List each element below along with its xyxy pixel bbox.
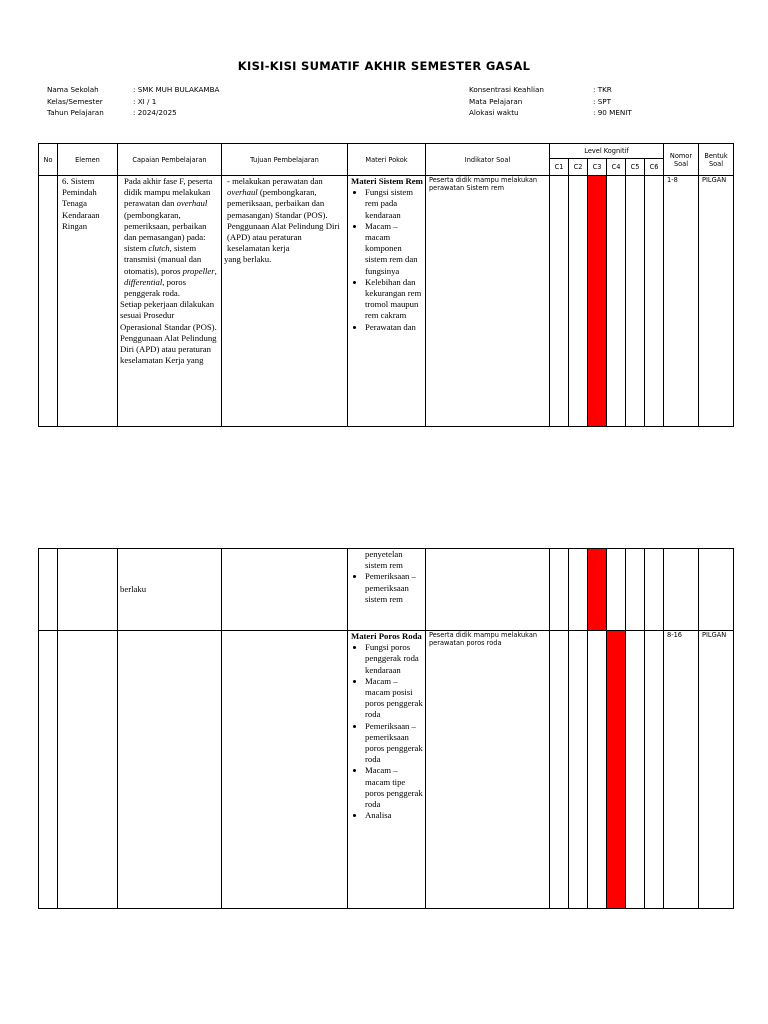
cell-capaian (118, 631, 222, 909)
kisi-table-page1 (38, 143, 734, 427)
info-left (47, 84, 219, 119)
header-c1: C1 (550, 159, 569, 176)
header-c4: C4 (607, 159, 626, 176)
list-item: • Analisa (365, 810, 423, 821)
info-row-school: Nama Sekolah : SMK MUH BULAKAMBA (47, 85, 220, 94)
cell-c1 (550, 631, 569, 909)
cell-no (39, 549, 58, 631)
info-row-concentration: Konsentrasi Keahlian : TKR (469, 85, 612, 94)
cell-c3-marked (588, 176, 607, 427)
list-item: • Perawatan dan (365, 322, 423, 333)
cell-c3 (588, 631, 607, 909)
list-item: • Macam – macam posisi poros penggerak roda (365, 676, 423, 721)
info-row-year: Tahun Pelajaran : 2024/2025 (47, 108, 177, 117)
list-item: • Macam – macam tipe poros penggerak roda (365, 765, 423, 810)
list-item: • Fungsi sistem rem pada kendaraan (365, 187, 423, 221)
cell-c4-marked (607, 631, 626, 909)
cell-elemen (58, 549, 118, 631)
list-item: • Pemeriksaan – pemeriksaan sistem rem (365, 571, 423, 605)
materi-list (351, 571, 423, 605)
header-c3: C3 (588, 159, 607, 176)
cell-bentuk: PILGAN (699, 631, 734, 909)
header-c2: C2 (569, 159, 588, 176)
cell-c2 (569, 176, 588, 427)
cell-nomor: 1-8 (664, 176, 699, 427)
materi-list (351, 642, 423, 821)
cell-c1 (550, 176, 569, 427)
list-item: • Macam – macam komponen sistem rem dan fungsinya (365, 221, 423, 277)
cell-tujuan (222, 631, 348, 909)
cell-c4 (607, 549, 626, 631)
cell-c2 (569, 631, 588, 909)
header-indikator: Indikator Soal (426, 144, 550, 176)
cell-materi (348, 176, 426, 427)
header-materi: Materi Pokok (348, 144, 426, 176)
header-tujuan: Tujuan Pembelajaran (222, 144, 348, 176)
materi-title: Materi Sistem Rem (351, 176, 423, 186)
cell-tujuan: - melakukan perawatan dan overhaul (pembongkaran, pemeriksaan, perbaikan dan pemasangan) Standar (POS). Penggunaan Alat Pelindung Diri (APD) atau peraturan keselamatan kerja yang berlaku. (222, 176, 348, 427)
info-row-class: Kelas/Semester : XI / 1 (47, 96, 157, 106)
table-row (39, 176, 734, 427)
cell-capaian: berlaku (118, 549, 222, 631)
cell-bentuk: PILGAN (699, 176, 734, 427)
list-item: • Kelebihan dan kekurangan rem tromol maupun rem cakram (365, 277, 423, 322)
cell-c5 (626, 631, 645, 909)
cell-nomor: 8-16 (664, 631, 699, 909)
table-row (39, 549, 734, 631)
cell-elemen (58, 631, 118, 909)
cell-c3-marked (588, 549, 607, 631)
cell-capaian: Pada akhir fase F, peserta didik mampu melakukan perawatan dan overhaul (pembongkaran, pemeriksaan, perbaikan dan pemasangan) pada: sistem clutch, sistem transmisi (manual dan otomatis), poros propeller, differential, poros penggerak roda. Setiap pekerjaan dilakukan sesuai Prosedur Operasional Standar (POS). Penggunaan Alat Pelindung Diri (APD) atau peraturan keselamatan Kerja yang (118, 176, 222, 427)
cell-indikator: Peserta didik mampu melakukan perawatan poros roda (426, 631, 550, 909)
header-no: No (39, 144, 58, 176)
materi-list (351, 187, 423, 333)
cell-c6 (645, 631, 664, 909)
cell-c6 (645, 549, 664, 631)
header-capaian: Capaian Pembelajaran (118, 144, 222, 176)
table-row (39, 631, 734, 909)
cell-indikator: Peserta didik mampu melakukan perawatan Sistem rem (426, 176, 550, 427)
cell-c5 (626, 549, 645, 631)
cell-tujuan (222, 549, 348, 631)
cell-materi (348, 549, 426, 631)
header-c6: C6 (645, 159, 664, 176)
cell-c4 (607, 176, 626, 427)
info-row-subject: Mata Pelajaran : SPT (469, 96, 611, 106)
header-c5: C5 (626, 159, 645, 176)
header-nomor: Nomor Soal (664, 144, 699, 176)
cell-c6 (645, 176, 664, 427)
cell-elemen: 6. Sistem Pemindah Tenaga Kendaraan Ringan (58, 176, 118, 427)
kisi-table-page2 (38, 548, 734, 909)
materi-title: Materi Poros Roda (351, 631, 422, 641)
cell-no (39, 631, 58, 909)
info-right (469, 84, 632, 119)
list-item: • Fungsi poros penggerak roda kendaraan (365, 642, 423, 676)
cell-bentuk (699, 549, 734, 631)
cell-c2 (569, 549, 588, 631)
cell-nomor (664, 549, 699, 631)
list-item: • Pemeriksaan – pemeriksaan poros penggerak roda (365, 721, 423, 766)
cell-materi (348, 631, 426, 909)
header-level: Level Kognitif (550, 144, 664, 159)
info-row-time: Alokasi waktu : 90 MENIT (469, 108, 632, 117)
document-title: KISI-KISI SUMATIF AKHIR SEMESTER GASAL (237, 59, 531, 73)
cell-c5 (626, 176, 645, 427)
cell-no (39, 176, 58, 427)
cell-indikator (426, 549, 550, 631)
cell-c1 (550, 549, 569, 631)
header-bentuk: Bentuk Soal (699, 144, 734, 176)
header-elemen: Elemen (58, 144, 118, 176)
materi-continuation: penyetelan sistem rem (365, 549, 403, 571)
